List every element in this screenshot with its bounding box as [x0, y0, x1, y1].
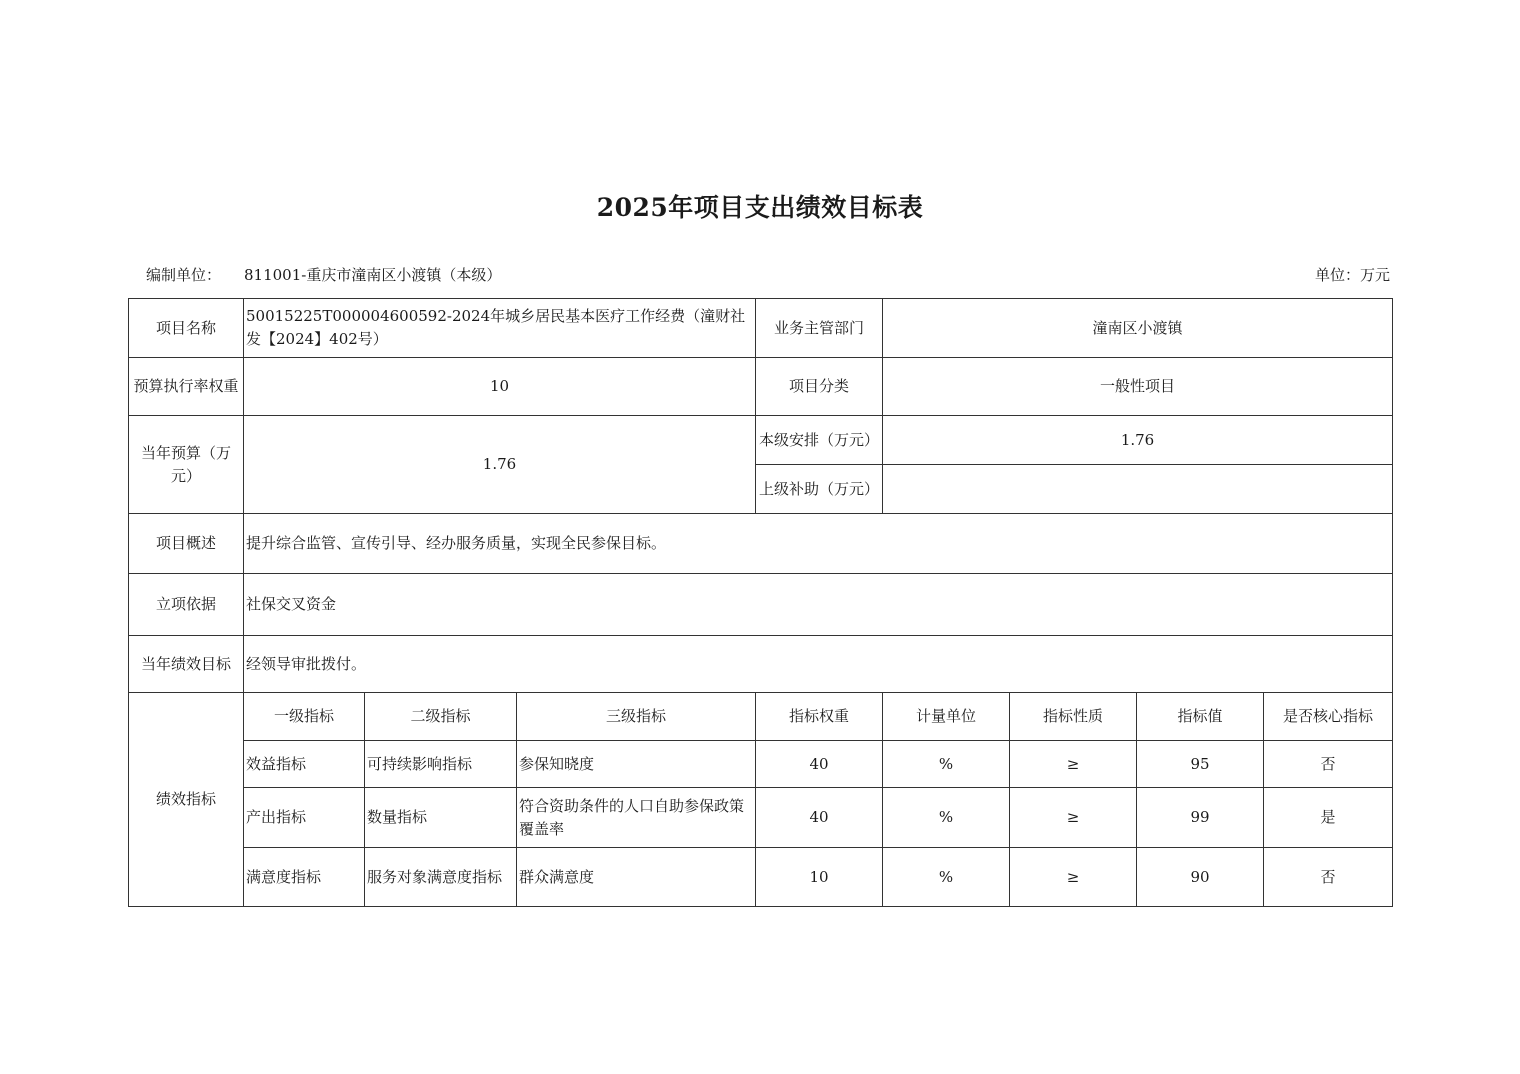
- indicator-nature: ≥: [1010, 741, 1137, 788]
- header-core: 是否核心指标: [1264, 693, 1393, 741]
- basis-value: 社保交叉资金: [244, 574, 1393, 636]
- indicator-weight: 40: [756, 741, 883, 788]
- indicator-unit: %: [883, 788, 1010, 848]
- indicator-level3: 群众满意度: [517, 848, 756, 907]
- goal-label: 当年绩效目标: [129, 636, 244, 693]
- unit-label: 单位：万元: [1314, 266, 1390, 284]
- category-value: 一般性项目: [883, 358, 1393, 416]
- row-project-name: [129, 299, 1393, 358]
- indicator-nature: ≥: [1010, 788, 1137, 848]
- header-weight: 指标权重: [756, 693, 883, 741]
- table-row: [129, 741, 1393, 788]
- indicator-value: 95: [1137, 741, 1264, 788]
- org-info: [146, 264, 501, 285]
- indicator-level2: 服务对象满意度指标: [365, 848, 517, 907]
- header-level1: 一级指标: [244, 693, 365, 741]
- indicator-value: 90: [1137, 848, 1264, 907]
- indicator-core: 否: [1264, 741, 1393, 788]
- header-value: 指标值: [1137, 693, 1264, 741]
- row-exec-weight: [129, 358, 1393, 416]
- indicators-section-label: 绩效指标: [129, 693, 244, 907]
- indicator-header-row: [129, 693, 1393, 741]
- budget-value: 1.76: [244, 416, 756, 514]
- table-row: [129, 848, 1393, 907]
- upper-value: [883, 465, 1393, 514]
- header-nature: 指标性质: [1010, 693, 1137, 741]
- org-value: 811001-重庆市潼南区小渡镇（本级）: [244, 266, 502, 284]
- overview-value: 提升综合监管、宣传引导、经办服务质量，实现全民参保目标。: [244, 514, 1393, 574]
- indicator-level1: 效益指标: [244, 741, 365, 788]
- header-level3: 三级指标: [517, 693, 756, 741]
- project-name-label: 项目名称: [129, 299, 244, 358]
- overview-label: 项目概述: [129, 514, 244, 574]
- upper-label: 上级补助（万元）: [756, 465, 883, 514]
- exec-weight-value: 10: [244, 358, 756, 416]
- org-label: 编制单位：: [146, 266, 222, 284]
- row-basis: [129, 574, 1393, 636]
- budget-label: 当年预算（万元）: [129, 416, 244, 514]
- indicator-level1: 产出指标: [244, 788, 365, 848]
- indicator-unit: %: [883, 848, 1010, 907]
- header-level2: 二级指标: [365, 693, 517, 741]
- goal-value: 经领导审批拨付。: [244, 636, 1393, 693]
- project-name-value: 50015225T000004600592-2024年城乡居民基本医疗工作经费（潼财社发【2024】402号）: [244, 299, 756, 358]
- indicator-value: 99: [1137, 788, 1264, 848]
- dept-value: 潼南区小渡镇: [883, 299, 1393, 358]
- header-unit: 计量单位: [883, 693, 1010, 741]
- indicator-level1: 满意度指标: [244, 848, 365, 907]
- row-overview: [129, 514, 1393, 574]
- local-value: 1.76: [883, 416, 1393, 465]
- table-row: [129, 788, 1393, 848]
- indicator-level2: 数量指标: [365, 788, 517, 848]
- page-title: 2025年项目支出绩效目标表: [596, 193, 924, 222]
- dept-label: 业务主管部门: [756, 299, 883, 358]
- indicator-weight: 40: [756, 788, 883, 848]
- basis-label: 立项依据: [129, 574, 244, 636]
- category-label: 项目分类: [756, 358, 883, 416]
- indicator-level3: 参保知晓度: [517, 741, 756, 788]
- indicator-weight: 10: [756, 848, 883, 907]
- indicator-level2: 可持续影响指标: [365, 741, 517, 788]
- indicator-level3: 符合资助条件的人口自助参保政策覆盖率: [517, 788, 756, 848]
- row-goal: [129, 636, 1393, 693]
- performance-table: [128, 298, 1393, 907]
- indicator-nature: ≥: [1010, 848, 1137, 907]
- indicator-core: 否: [1264, 848, 1393, 907]
- indicator-unit: %: [883, 741, 1010, 788]
- row-budget: [129, 416, 1393, 465]
- local-label: 本级安排（万元）: [756, 416, 883, 465]
- indicator-core: 是: [1264, 788, 1393, 848]
- exec-weight-label: 预算执行率权重: [129, 358, 244, 416]
